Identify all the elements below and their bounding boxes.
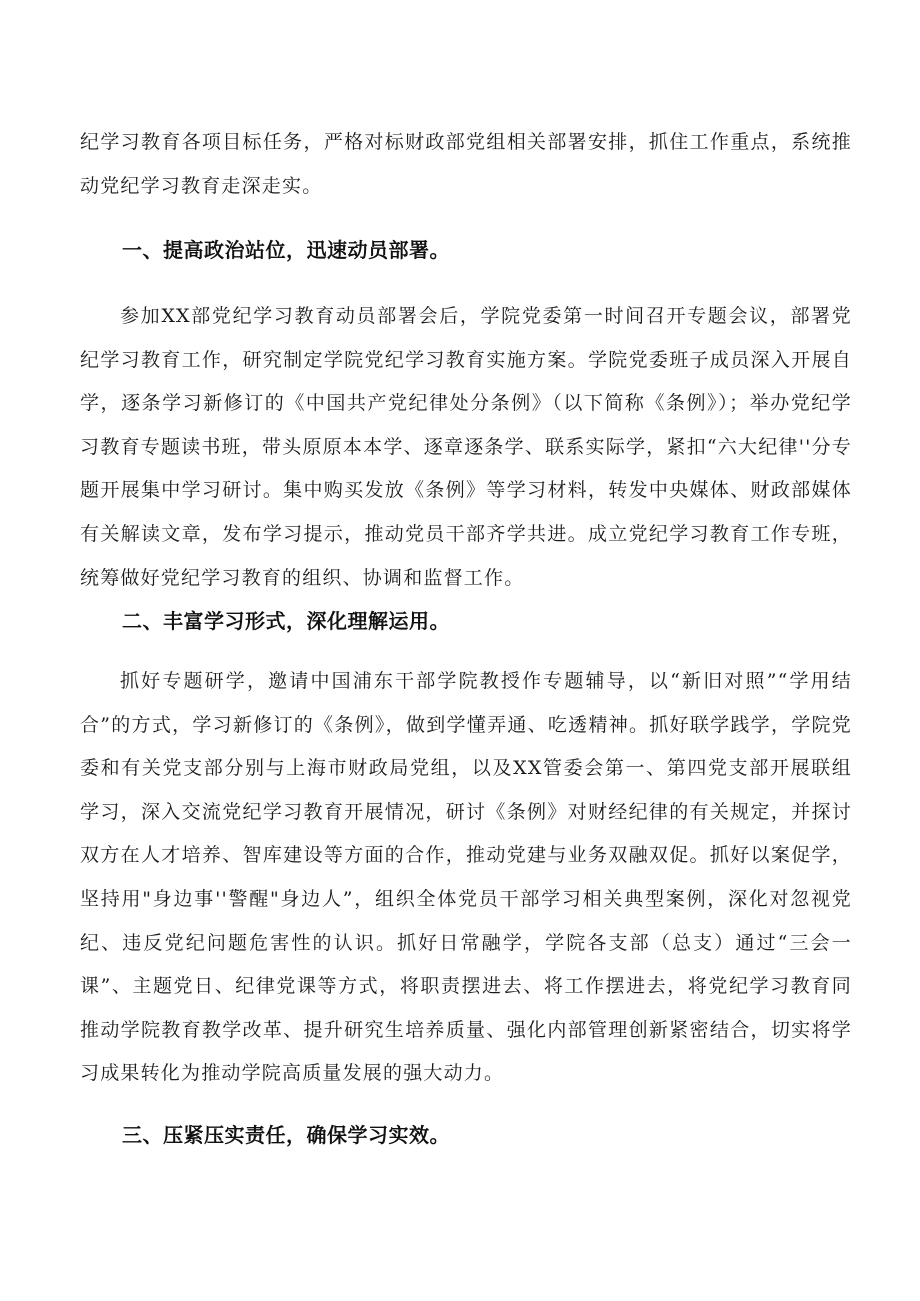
section-2-heading: 二、丰富学习形式，深化理解运用。 (122, 609, 450, 633)
section-1-body: 参加XX部党纪学习教育动员部署会后，学院党委第一时间召开专题会议，部署党纪学习教育工作，研究制定学院党纪学习教育实施方案。学院党委班子成员深入开展自学，逐条学习新修订的《中国共产党纪律处分条例》（以下简称《条例》）；举办党纪学习教育专题读书班，带头原原本本学、逐章逐条学、联系实际学，紧扣“六大纪律''分专题开展集中学习研讨。集中购买发放《条例》等学习材料，转发中央媒体、财政部媒体有关解读文章，发布学习提示，推动党员干部齐学共进。成立党纪学习教育工作专班，统筹做好党纪学习教育的组织、协调和监督工作。 (80, 305, 852, 589)
section-1-heading: 一、提高政治站位，迅速动员部署。 (122, 238, 450, 262)
section-2-body: 抓好专题研学，邀请中国浦东干部学院教授作专题辅导，以“新旧对照”“学用结合”的方式，学习新修订的《条例》，做到学懂弄通、吃透精神。抓好联学践学，学院党委和有关党支部分别与上海市财政局党组，以及XX管委会第一、第四党支部开展联组学习，深入交流党纪学习教育开展情况，研讨《条例》对财经纪律的有关规定，并探讨双方在人才培养、智库建设等方面的合作，推动党建与业务双融双促。抓好以案促学，坚持用"身边事''警醒"身边人”，组织全体党员干部学习相关典型案例，深化对忽视党纪、违反党纪问题危害性的认识。抓好日常融学，学院各支部（总支）通过“三会一课”、主题党日、纪律党课等方式，将职责摆进去、将工作摆进去，将党纪学习教育同推动学院教育教学改革、提升研究生培养质量、强化内部管理创新紧密结合，切实将学习成果转化为推动学院高质量发展的强大动力。 (80, 670, 852, 1085)
section-3-heading: 三、压紧压实责任，确保学习实效。 (122, 1123, 450, 1147)
continuation-paragraph: 纪学习教育各项目标任务，严格对标财政部党组相关部署安排，抓住工作重点，系统推动党纪学习教育走深走实。 (80, 131, 852, 197)
